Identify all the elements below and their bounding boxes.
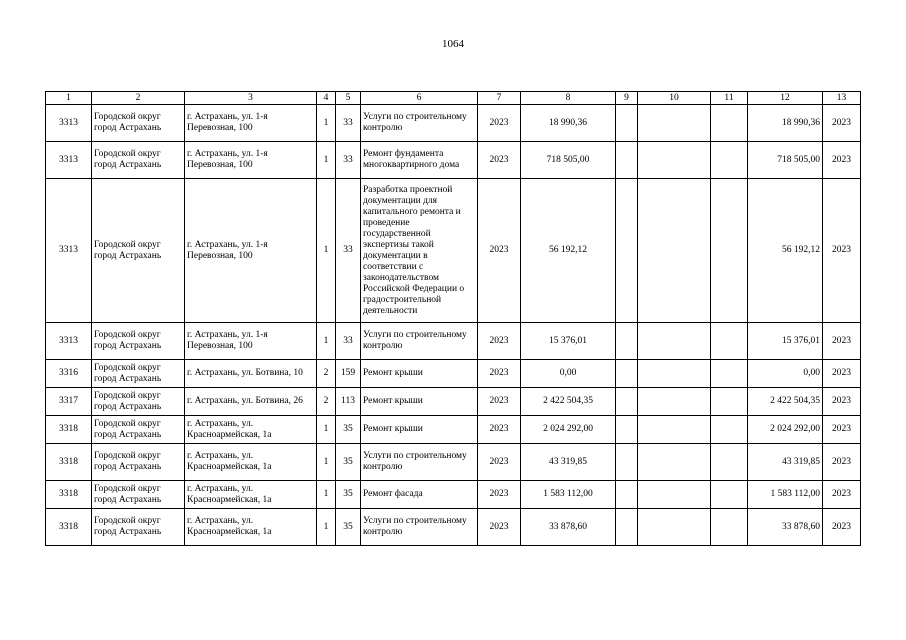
year-cell: 2023	[478, 509, 521, 546]
column-4-cell: 2	[317, 388, 336, 416]
column-header: 8	[521, 92, 616, 105]
amount-cell: 43 319,85	[521, 444, 616, 481]
work-type-cell: Разработка проектной документации для капитального ремонта и проведение государственной экспертизы такой документации в соответствии с законодательством Российской Федерации о градостроительной деятельности	[361, 179, 478, 323]
column-header: 6	[361, 92, 478, 105]
column-11-cell	[711, 323, 748, 360]
amount-cell: 1 583 112,00	[521, 481, 616, 509]
column-9-cell	[616, 444, 638, 481]
total-cell: 18 990,36	[748, 105, 823, 142]
municipality-cell: Городской округ город Астрахань	[92, 481, 185, 509]
end-year-cell: 2023	[823, 360, 861, 388]
table-row	[46, 481, 861, 509]
column-9-cell	[616, 388, 638, 416]
column-header: 9	[616, 92, 638, 105]
column-5-cell: 35	[336, 444, 361, 481]
column-11-cell	[711, 509, 748, 546]
end-year-cell: 2023	[823, 105, 861, 142]
table-row	[46, 360, 861, 388]
municipality-cell: Городской округ город Астрахань	[92, 444, 185, 481]
table-row	[46, 444, 861, 481]
column-10-cell	[638, 179, 711, 323]
column-5-cell: 33	[336, 142, 361, 179]
column-4-cell: 1	[317, 105, 336, 142]
column-11-cell	[711, 481, 748, 509]
column-11-cell	[711, 105, 748, 142]
column-9-cell	[616, 142, 638, 179]
column-header: 3	[185, 92, 317, 105]
table-row	[46, 323, 861, 360]
address-cell: г. Астрахань, ул. Красноармейская, 1а	[185, 444, 317, 481]
work-type-cell: Ремонт фундамента многоквартирного дома	[361, 142, 478, 179]
column-4-cell: 1	[317, 323, 336, 360]
end-year-cell: 2023	[823, 179, 861, 323]
year-cell: 2023	[478, 179, 521, 323]
column-11-cell	[711, 388, 748, 416]
column-10-cell	[638, 105, 711, 142]
row-code-cell: 3318	[46, 509, 92, 546]
amount-cell: 2 422 504,35	[521, 388, 616, 416]
column-4-cell: 1	[317, 481, 336, 509]
address-cell: г. Астрахань, ул. 1-я Перевозная, 100	[185, 105, 317, 142]
column-11-cell	[711, 444, 748, 481]
table-row	[46, 388, 861, 416]
column-9-cell	[616, 105, 638, 142]
end-year-cell: 2023	[823, 444, 861, 481]
total-cell: 56 192,12	[748, 179, 823, 323]
address-cell: г. Астрахань, ул. Красноармейская, 1а	[185, 481, 317, 509]
total-cell: 718 505,00	[748, 142, 823, 179]
row-code-cell: 3318	[46, 416, 92, 444]
municipality-cell: Городской округ город Астрахань	[92, 416, 185, 444]
column-header: 13	[823, 92, 861, 105]
end-year-cell: 2023	[823, 388, 861, 416]
column-9-cell	[616, 179, 638, 323]
end-year-cell: 2023	[823, 142, 861, 179]
column-10-cell	[638, 481, 711, 509]
row-code-cell: 3313	[46, 179, 92, 323]
column-5-cell: 33	[336, 179, 361, 323]
column-4-cell: 1	[317, 509, 336, 546]
table-row	[46, 105, 861, 142]
total-cell: 43 319,85	[748, 444, 823, 481]
capital-repair-table	[45, 91, 861, 546]
column-5-cell: 35	[336, 509, 361, 546]
column-header: 1	[46, 92, 92, 105]
work-type-cell: Ремонт фасада	[361, 481, 478, 509]
year-cell: 2023	[478, 444, 521, 481]
work-type-cell: Ремонт крыши	[361, 416, 478, 444]
column-10-cell	[638, 142, 711, 179]
row-code-cell: 3317	[46, 388, 92, 416]
table-row	[46, 142, 861, 179]
column-9-cell	[616, 416, 638, 444]
column-11-cell	[711, 360, 748, 388]
column-10-cell	[638, 509, 711, 546]
column-header: 11	[711, 92, 748, 105]
total-cell: 1 583 112,00	[748, 481, 823, 509]
amount-cell: 2 024 292,00	[521, 416, 616, 444]
column-10-cell	[638, 416, 711, 444]
municipality-cell: Городской округ город Астрахань	[92, 142, 185, 179]
column-header: 2	[92, 92, 185, 105]
municipality-cell: Городской округ город Астрахань	[92, 360, 185, 388]
column-11-cell	[711, 416, 748, 444]
end-year-cell: 2023	[823, 481, 861, 509]
column-11-cell	[711, 142, 748, 179]
municipality-cell: Городской округ город Астрахань	[92, 323, 185, 360]
column-10-cell	[638, 444, 711, 481]
address-cell: г. Астрахань, ул. 1-я Перевозная, 100	[185, 179, 317, 323]
total-cell: 33 878,60	[748, 509, 823, 546]
column-9-cell	[616, 360, 638, 388]
address-cell: г. Астрахань, ул. 1-я Перевозная, 100	[185, 142, 317, 179]
year-cell: 2023	[478, 481, 521, 509]
municipality-cell: Городской округ город Астрахань	[92, 388, 185, 416]
work-type-cell: Услуги по строительному контролю	[361, 444, 478, 481]
row-code-cell: 3318	[46, 481, 92, 509]
amount-cell: 56 192,12	[521, 179, 616, 323]
work-type-cell: Услуги по строительному контролю	[361, 509, 478, 546]
work-type-cell: Услуги по строительному контролю	[361, 323, 478, 360]
row-code-cell: 3316	[46, 360, 92, 388]
column-4-cell: 2	[317, 360, 336, 388]
column-11-cell	[711, 179, 748, 323]
municipality-cell: Городской округ город Астрахань	[92, 509, 185, 546]
table-row	[46, 179, 861, 323]
total-cell: 2 024 292,00	[748, 416, 823, 444]
work-type-cell: Ремонт крыши	[361, 360, 478, 388]
column-4-cell: 1	[317, 444, 336, 481]
column-9-cell	[616, 481, 638, 509]
year-cell: 2023	[478, 105, 521, 142]
address-cell: г. Астрахань, ул. Ботвина, 26	[185, 388, 317, 416]
column-9-cell	[616, 323, 638, 360]
amount-cell: 0,00	[521, 360, 616, 388]
column-4-cell: 1	[317, 142, 336, 179]
end-year-cell: 2023	[823, 416, 861, 444]
row-code-cell: 3313	[46, 323, 92, 360]
column-5-cell: 33	[336, 105, 361, 142]
work-type-cell: Ремонт крыши	[361, 388, 478, 416]
column-5-cell: 159	[336, 360, 361, 388]
column-header: 12	[748, 92, 823, 105]
year-cell: 2023	[478, 416, 521, 444]
amount-cell: 18 990,36	[521, 105, 616, 142]
column-5-cell: 113	[336, 388, 361, 416]
year-cell: 2023	[478, 142, 521, 179]
year-cell: 2023	[478, 360, 521, 388]
column-number-row	[46, 92, 861, 105]
column-4-cell: 1	[317, 179, 336, 323]
amount-cell: 15 376,01	[521, 323, 616, 360]
end-year-cell: 2023	[823, 323, 861, 360]
work-type-cell: Услуги по строительному контролю	[361, 105, 478, 142]
column-10-cell	[638, 388, 711, 416]
row-code-cell: 3318	[46, 444, 92, 481]
column-4-cell: 1	[317, 416, 336, 444]
total-cell: 2 422 504,35	[748, 388, 823, 416]
page-number: 1064	[442, 38, 464, 50]
year-cell: 2023	[478, 323, 521, 360]
column-header: 10	[638, 92, 711, 105]
amount-cell: 33 878,60	[521, 509, 616, 546]
municipality-cell: Городской округ город Астрахань	[92, 179, 185, 323]
column-5-cell: 35	[336, 481, 361, 509]
total-cell: 0,00	[748, 360, 823, 388]
column-header: 5	[336, 92, 361, 105]
address-cell: г. Астрахань, ул. 1-я Перевозная, 100	[185, 323, 317, 360]
column-9-cell	[616, 509, 638, 546]
year-cell: 2023	[478, 388, 521, 416]
column-5-cell: 35	[336, 416, 361, 444]
column-5-cell: 33	[336, 323, 361, 360]
address-cell: г. Астрахань, ул. Ботвина, 10	[185, 360, 317, 388]
table-row	[46, 509, 861, 546]
end-year-cell: 2023	[823, 509, 861, 546]
column-10-cell	[638, 323, 711, 360]
row-code-cell: 3313	[46, 105, 92, 142]
column-header: 7	[478, 92, 521, 105]
column-header: 4	[317, 92, 336, 105]
column-10-cell	[638, 360, 711, 388]
municipality-cell: Городской округ город Астрахань	[92, 105, 185, 142]
address-cell: г. Астрахань, ул. Красноармейская, 1а	[185, 509, 317, 546]
table-row	[46, 416, 861, 444]
address-cell: г. Астрахань, ул. Красноармейская, 1а	[185, 416, 317, 444]
total-cell: 15 376,01	[748, 323, 823, 360]
row-code-cell: 3313	[46, 142, 92, 179]
amount-cell: 718 505,00	[521, 142, 616, 179]
